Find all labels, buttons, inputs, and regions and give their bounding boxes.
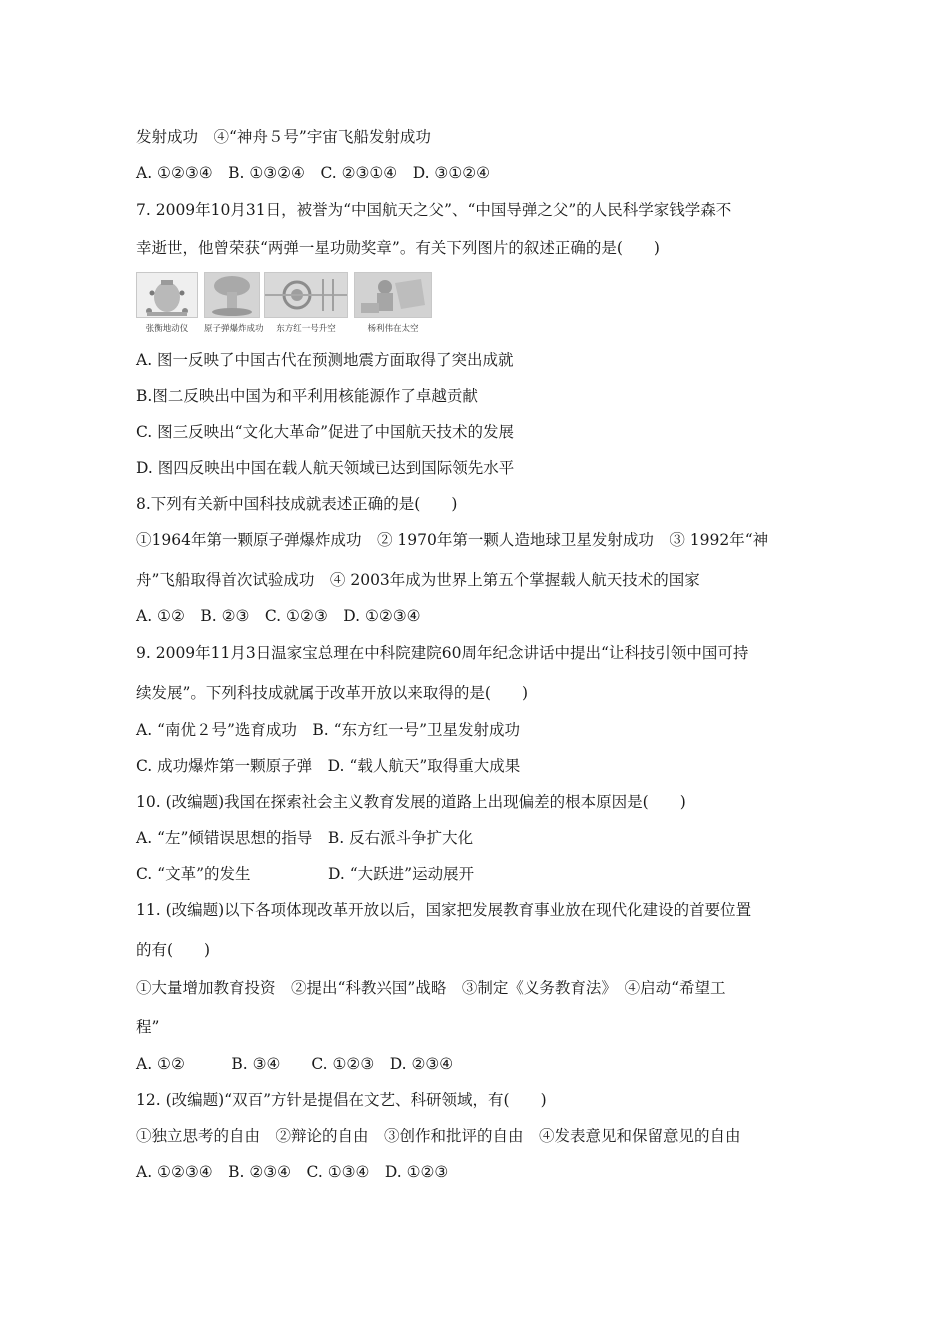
text-line: 续发展”。下列科技成就属于改革开放以来取得的是( ) — [136, 684, 529, 702]
text-line: 9. 2009年11月3日温家宝总理在中科院建院60周年纪念讲话中提出“让科技引领中国可持 — [136, 644, 749, 662]
text-line: C. 成功爆炸第一颗原子弹 D. “载人航天”取得重大成果 — [136, 757, 521, 775]
figure-3 — [264, 272, 348, 334]
text-line: A. ①②③④ B. ①③②④ C. ②③①④ D. ③①②④ — [136, 164, 491, 182]
text-line: ①独立思考的自由 ②辩论的自由 ③创作和批评的自由 ④发表意见和保留意见的自由 — [136, 1127, 741, 1145]
text-line: 程” — [136, 1018, 160, 1036]
text-line: B.图二反映出中国为和平利用核能源作了卓越贡献 — [136, 387, 478, 405]
text-line: A. 图一反映了中国古代在预测地震方面取得了突出成就 — [136, 351, 514, 369]
mushroom-cloud-icon — [204, 272, 260, 318]
text-line: A. ①②③④ B. ②③④ C. ①③④ D. ①②③ — [136, 1163, 449, 1181]
text-line: 8.下列有关新中国科技成就表述正确的是( ) — [136, 495, 458, 513]
text-line: 7. 2009年10月31日，被誉为“中国航天之父”、“中国导弹之父”的人民科学家钱学森不 — [136, 201, 732, 219]
figure-1 — [136, 272, 198, 334]
text-line: D. 图四反映出中国在载人航天领域已达到国际领先水平 — [136, 459, 515, 477]
text-line: 幸逝世，他曾荣获“两弹一星功勋奖章”。有关下列图片的叙述正确的是( ) — [136, 239, 660, 257]
text-line: C. “文革”的发生 D. “大跃进”运动展开 — [136, 865, 475, 883]
text-line: A. ①② B. ②③ C. ①②③ D. ①②③④ — [136, 607, 421, 625]
text-line: A. “左”倾错误思想的指导 B. 反右派斗争扩大化 — [136, 829, 474, 847]
figure-caption: 东方红一号升空 — [276, 324, 336, 334]
text-line: 11. (改编题)以下各项体现改革开放以后，国家把发展教育事业放在现代化建设的首要位置 — [136, 901, 752, 919]
figure-2 — [204, 272, 264, 334]
text-line: ①1964年第一颗原子弹爆炸成功 ② 1970年第一颗人造地球卫星发射成功 ③ 1992年“神 — [136, 531, 769, 549]
figure-caption: 张衡地动仪 — [145, 324, 189, 334]
satellite-icon — [264, 272, 348, 318]
figure-strip — [136, 272, 436, 338]
text-line: 10. (改编题)我国在探索社会主义教育发展的道路上出现偏差的根本原因是( ) — [136, 793, 686, 811]
text-line: A. ①② B. ③④ C. ①②③ D. ②③④ — [136, 1055, 454, 1073]
text-line: 发射成功 ④“神舟５号”宇宙飞船发射成功 — [136, 128, 431, 146]
text-line: A. “南优２号”选育成功 B. “东方红一号”卫星发射成功 — [136, 721, 520, 739]
seismoscope-icon — [136, 272, 198, 318]
figure-caption: 杨利伟在太空 — [367, 324, 419, 334]
astronaut-icon — [354, 272, 432, 318]
text-line: ①大量增加教育投资 ②提出“科教兴国”战略 ③制定《义务教育法》 ④启动“希望工 — [136, 979, 726, 997]
figure-caption: 原子弹爆炸成功 — [204, 324, 264, 334]
text-line: 12. (改编题)“双百”方针是提倡在文艺、科研领域，有( ) — [136, 1091, 547, 1109]
text-line: C. 图三反映出“文化大革命”促进了中国航天技术的发展 — [136, 423, 515, 441]
text-line: 的有( ) — [136, 941, 211, 959]
text-line: 舟”飞船取得首次试验成功 ④ 2003年成为世界上第五个掌握载人航天技术的国家 — [136, 571, 700, 589]
figure-4 — [354, 272, 432, 334]
